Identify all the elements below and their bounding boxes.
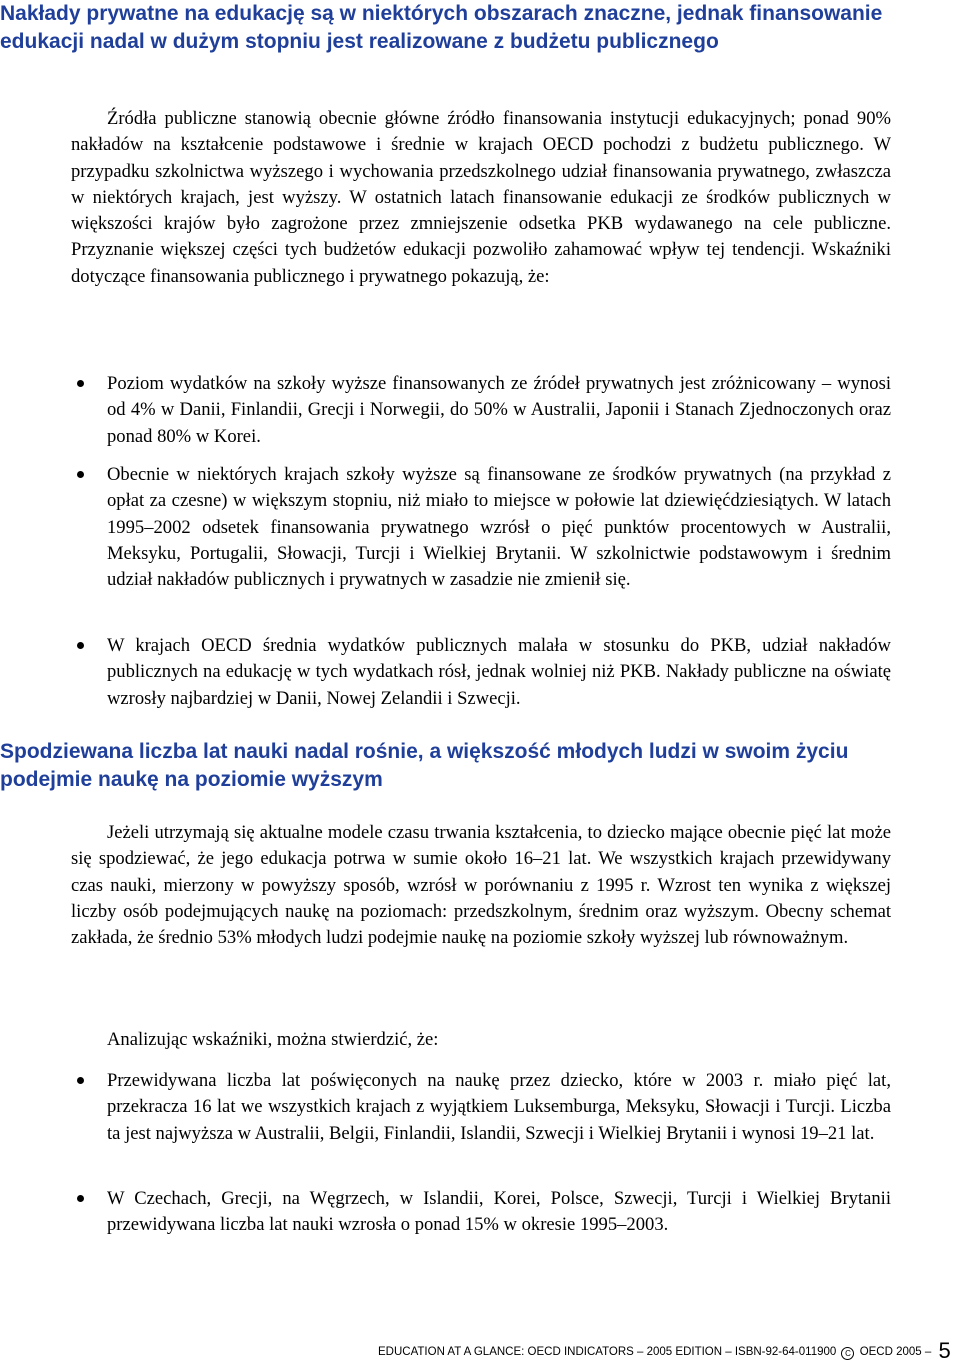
footer-separator: – [924,1346,935,1358]
page-footer [378,1338,960,1363]
bullet-icon [77,380,84,387]
list-item: Przewidywana liczba lat poświęconych na naukę przez dziecko, które w 2003 r. miało pięć lat, przekracza 16 lat we wszystkich krajach z wyjątkiem Luksemburga, Meksyku, Słowacji i Turcji. Liczba ta jest najwyższa w Australii, Belgii, Finlandii, Islandii, Szwecji i Wielkiej Brytanii i wynosi 19–21 lat. [107,1068,891,1147]
bullet-icon [77,1077,84,1084]
bullet-icon [77,642,84,649]
section-heading-years-of-education: Spodziewana liczba lat nauki nadal rośnie, a większość młodych ludzi w swoim życiu podejmie naukę na poziomie wyższym [0,740,849,791]
paragraph-lead: Analizując wskaźniki, można stwierdzić, że: [107,1029,439,1050]
bullet-icon [77,471,84,478]
footer-title: EDUCATION AT A GLANCE: OECD INDICATORS [378,1346,634,1358]
page-number: 5 [938,1338,951,1363]
footer-isbn: ISBN-92-64-011900 [734,1346,837,1358]
list-item: W Czechach, Grecji, na Węgrzech, w Islandii, Korei, Polsce, Szwecji, Turcji i Wielkiej Brytanii przewidywana liczba lat nauki wzrosła o ponad 15% w okresie 1995–2003. [107,1186,891,1239]
footer-copyright: OECD 2005 [859,1346,922,1358]
footer-separator: – [637,1346,647,1358]
list-item: Poziom wydatków na szkoły wyższe finansowanych ze źródeł prywatnych jest zróżnicowany – wynosi od 4% w Danii, Finlandii, Grecji i Norwegii, do 50% w Australii, Japonii i Stanach Zjednoczonych oraz ponad 80% w Korei. [107,371,891,450]
footer-separator: – [725,1346,735,1358]
paragraph-funding-intro: Źródła publiczne stanowią obecnie główne źródło finansowania instytucji edukacyjnych; ponad 90% nakładów na kształcenie podstawowe i średnie w krajach OECD pochodzi z budżetu publicznego. W przypadku szkolnictwa wyższego i wychowania przedszkolnego udział finansowania prywatnego, zwłaszcza w niektórych krajach, jest wyższy. W ostatnich latach finansowanie edukacji ze środków publicznych w większości krajów było zagrożone przez zmniejszenie odsetka PKB wydawanego na cele publiczne. Przyznanie większej części tych budżetów edukacji pozwoliło zahamować wpływ tej tendencji. Wskaźniki dotyczące finansowania publicznego i prywatnego pokazują, że: [71,108,891,287]
footer-edition: 2005 EDITION [646,1346,723,1358]
list-item: W krajach OECD średnia wydatków publicznych malała w stosunku do PKB, udział nakładów publicznych na edukację w tych wydatkach rósł, jednak wolniej niż PKB. Nakłady publiczne na oświatę wzrosły najbardziej w Danii, Nowej Zelandii i Szwecji. [107,633,891,712]
paragraph-education-intro: Jeżeli utrzymają się aktualne modele czasu trwania kształcenia, to dziecko mające obecnie pięć lat może się spodziewać, że jego edukacja potrwa w sumie około 16–21 lat. We wszystkich krajach przewidywany czas nauki, mierzony w powyższy sposób, wzrósł w porównaniu z 1995 r. Wzrost ten wynika z większej liczby osób podejmujących naukę na poziomach: przedszkolnym, średnim oraz wyższym. Obecny schemat zakłada, że średnio 53% młodych ludzi podejmie naukę na poziomie szkoły wyższej lub równoważnym. [71,822,891,949]
bullet-icon [77,1195,84,1202]
copyright-icon: C [841,1347,854,1360]
list-item: Obecnie w niektórych krajach szkoły wyższe są finansowane ze środków prywatnych (na przykład z opłat za czesne) w większym stopniu, niż miało to miejsce w połowie lat dziewięćdziesiątych. W latach 1995–2002 odsetek finansowania prywatnego wzrósł o pięć punktów procentowych w Australii, Meksyku, Portugalii, Słowacji, Turcji i Wielkiej Brytanii. W szkolnictwie podstawowym i średnim udział nakładów publicznych i prywatnych w zasadzie nie zmienił się. [107,462,891,593]
section-heading-private-funding: Nakłady prywatne na edukację są w niektórych obszarach znaczne, jednak finansowanie edukacji nadal w dużym stopniu jest realizowane z budżetu publicznego [0,2,883,53]
